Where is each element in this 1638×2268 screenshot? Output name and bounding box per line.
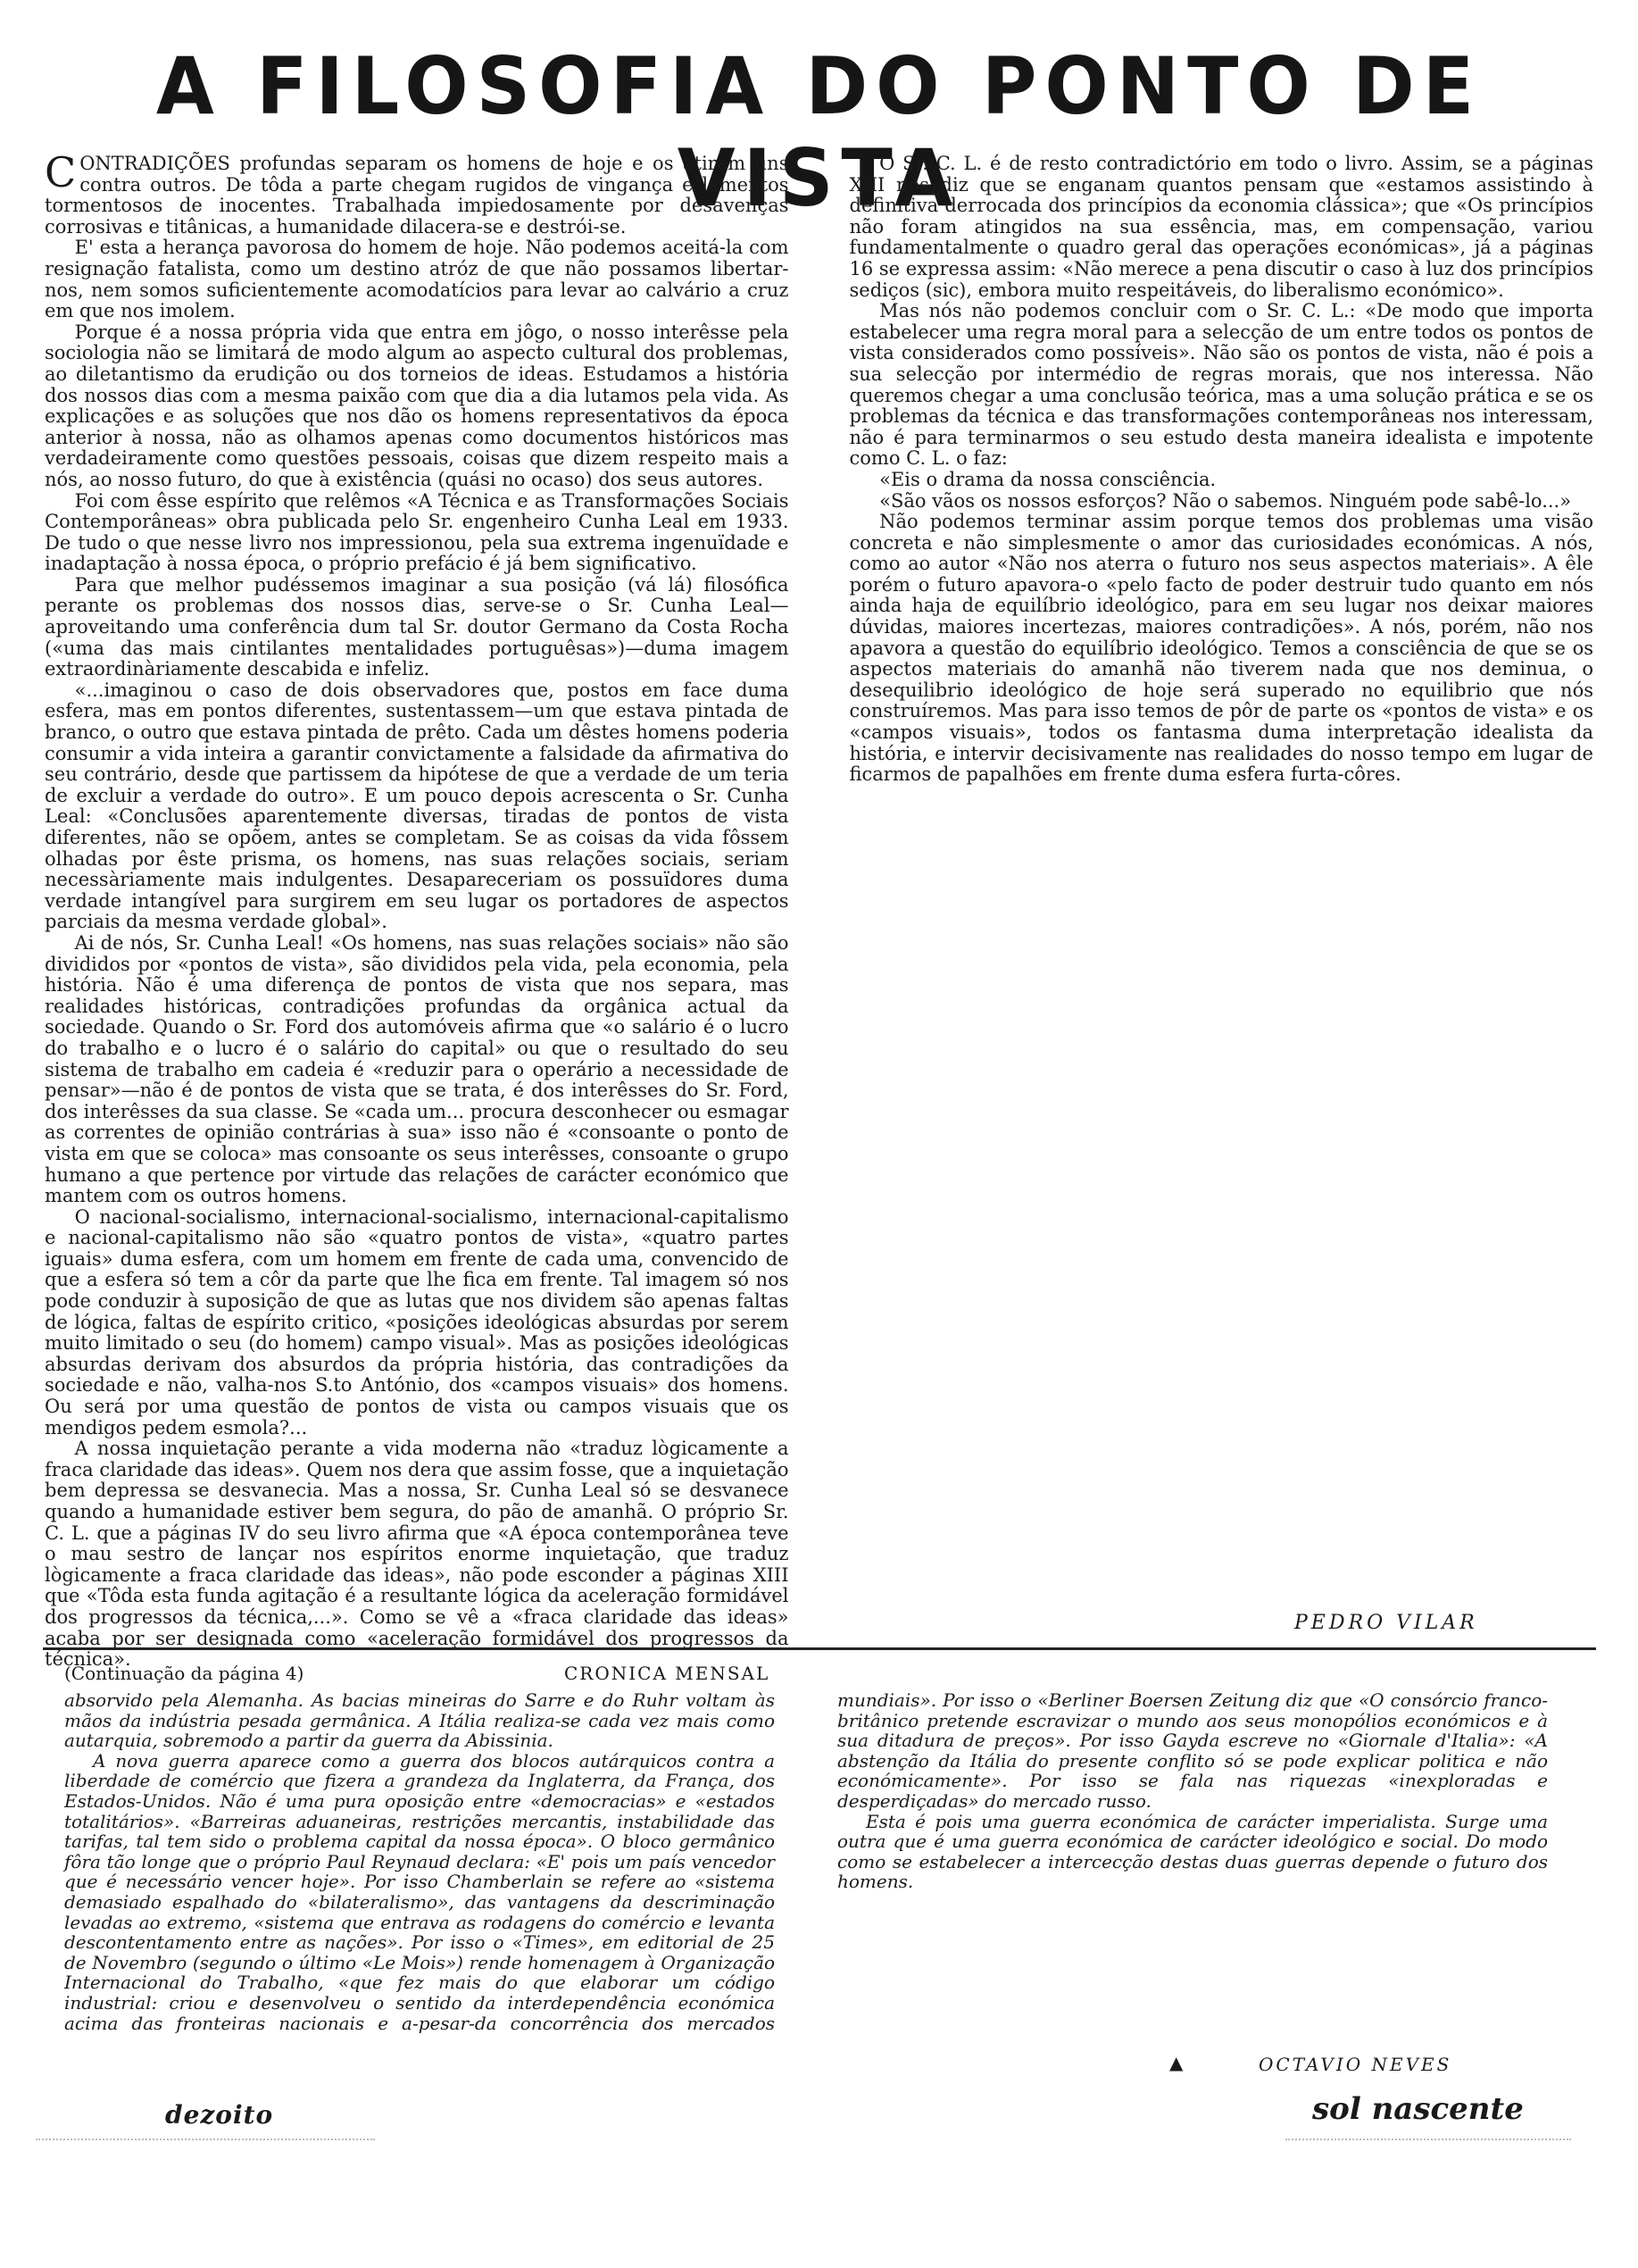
headline: A FILOSOFIA DO PONTO DE VISTA xyxy=(155,40,1483,224)
continuation-page-ref: (Continuação da página 4) xyxy=(64,1663,304,1684)
article-paragraph: Para que melhor pudéssemos imaginar a sua posição (vá lá) filosófica perante os problemas dos nossos dias, serve-se o Sr. Cunha Leal—aproveitando uma conferência dum tal Sr. doutor Germano da Costa Rocha («uma das mais cintilantes mentalidades portuguêsas»)—duma imagem extraordinàriamente descabida e infeliz. xyxy=(45,573,789,680)
article-body xyxy=(45,148,1593,1672)
footer-rule-left xyxy=(36,2139,375,2140)
article-paragraph: «São vãos os nossos esforços? Não o sabemos. Ninguém pode sabê-lo...» xyxy=(879,489,1572,512)
cronica-paragraph: Esta é pois uma guerra económica de carácter imperialista. Surge uma outra que é uma guerra económica de carácter ideológico e social. Do modo como se estabelecer a intercecção destas duas guerras depende o futuro dos homens. xyxy=(837,1810,1548,1893)
publication-name: sol nascente xyxy=(1312,2091,1524,2127)
article-paragraph: Não podemos terminar assim porque temos dos problemas uma visão concreta e não simplesmente o amor das curiosidades económicas. A nós, como ao autor «Não nos aterra o futuro nos seus aspectos materiais». A êle porém o futuro apavora-o «pelo facto de poder destruir tudo quanto em nós ainda haja de equilíbrio ideológico, para em seu lugar nos deixar maiores dúvidas, maiores incertezas, maiores contradições». A nós, porém, não nos apavora a questão do equilíbrio ideológico. Temos a consciência de que se os aspectos materiais do amanhã não tiverem nada que nos deminua, o desequilibrio ideológico de hoje será superado no equilibrio que nós construíremos. Mas para isso temos de pôr de parte os «pontos de vista» e os «campos visuais», todos os fantasma duma interpretação idealista da história, e intervir decisivamente nas realidades do nosso tempo em lugar de ficarmos de papalhões em frente duma esfera furta-côres. xyxy=(849,511,1593,786)
cronica-paragraph: absorvido pela Alemanha. As bacias mineiras do Sarre e do Ruhr voltam às mãos da indústria pesada germânica. A Itália realiza-se cada vez mais como autarquia, sobremodo a partir da guerra da Abissinia. xyxy=(64,1689,775,1752)
section-title: CRONICA MENSAL xyxy=(564,1663,770,1684)
section-divider xyxy=(43,1647,1596,1650)
article-paragraph: Porque é a nossa própria vida que entra em jôgo, o nosso interêsse pela sociologia não se limitará de modo algum ao aspecto cultural dos problemas, ao diletantismo da erudição ou dos torneios de ideas. Estudamos a história dos nossos dias com a mesma paixão com que dia a dia lutamos pela vida. As explicações e as soluções que nos dão os homens representativos da época anterior à nossa, não as olhamos apenas como documentos históricos mas verdadeiramente como questões pessoais, coisas que dizem respeito mais a nós, ao nosso futuro, do que à existência (quási no ocaso) dos seus autores. xyxy=(45,321,789,490)
article-paragraph: O nacional-socialismo, internacional-socialismo, internacional-capitalismo e nacional-capitalismo não são «quatro pontos de vista», «quatro partes iguais» duma esfera, com um homem em frente de cada uma, convencido de que a esfera só tem a côr da parte que lhe fica em frente. Tal imagem só nos pode conduzir à suposição de que as lutas que nos dividem são apenas faltas de lógica, faltas de espírito critico, «posições ideológicas absurdas por serem muito limitado o seu (do homem) campo visual». Mas as posições ideológicas absurdas derivam dos absurdos da própria história, das contradições da sociedade e não, valha-nos S.to António, dos «campos visuais» dos homens. Ou será por uma questão de pontos de vista ou campos visuais que os mendigos pedem esmola?... xyxy=(45,1205,789,1438)
article-paragraph: A nossa inquietação perante a vida moderna não «traduz lògicamente a fraca claridade das ideas». Quem nos dera que assim fosse, que a inquietação bem depressa se desvanecia. Mas a nossa, Sr. Cunha Leal só se desvanece quando a humanidade estiver bem segura, do pão de amanhã. O próprio Sr. C. L. que a páginas IV do seu livro afirma que «A época contemporânea teve o mau sestro de lançar nos espíritos enorme inquietação, que traduz lògicamente a fraca claridade das ideas», não pode esconder a páginas XIII que «Tôda esta funda agitação é a resultante lógica da aceleração formidável dos progressos da técnica,...». Como se vê a «fraca claridade das ideas» acaba por ser designada como «aceleração formidável dos progressos da técnica». xyxy=(45,1438,789,1671)
article-paragraph: CONTRADIÇÕES profundas separam os homens de hoje e os atiram uns contra outros. De tôda a parte chegam rugidos de vingança e lamentos tormentosos de inocentes. Trabalhada impiedosamente por desavenças corrosivas e titânicas, a humanidade dilacera-se e destrói-se. xyxy=(45,148,789,238)
article-author: PEDRO VILAR xyxy=(1294,1612,1478,1634)
page-number-word: dezoito xyxy=(165,2100,274,2130)
article-paragraph: Ai de nós, Sr. Cunha Leal! «Os homens, nas suas relações sociais» não são divididos por «pontos de vista», são divididos pela vida, pela economia, pela história. Não é uma diferença de pontos de vista que nos separa, mas realidades históricas, contradições profundas da orgânica actual da sociedade. Quando o Sr. Ford dos automóveis afirma que «o salário é o lucro do trabalho e o lucro é o salário do capital» ou que o resultado do seu sistema de trabalho em cadeia é «reduzir para o operário a necessidade de pensar»—não é de pontos de vista que se trata, é dos interêsses do Sr. Ford, dos interêsses da sua classe. Se «cada um... procura desconhecer ou esmagar as correntes de opinião contrárias à sua» isso não é «consoante o ponto de vista em que se coloca» mas consoante os seus interêsses, consoante o grupo humano a que pertence por virtude das relações de carácter económico que mantem com os outros homens. xyxy=(45,931,789,1207)
article-paragraph: «Eis o drama da nossa consciência. xyxy=(879,468,1217,490)
cronica-author: OCTAVIO NEVES xyxy=(1259,2054,1452,2075)
drop-cap: C xyxy=(45,148,77,196)
article-paragraph: E' esta a herança pavorosa do homem de hoje. Não podemos aceitá-la com resignação fatalista, como um destino atróz de que não possamos libertar-nos, nem somos suficientemente acomodatícios para levar ao calvário a cruz em que nos imolem. xyxy=(45,237,789,322)
footer-rule-right xyxy=(1285,2139,1571,2140)
article-paragraph: «...imaginou o caso de dois observadores que, postos em face duma esfera, mas em pontos diferentes, sustentassem—um que estava pintada de branco, o outro que estava pintada de prêto. Cada um dêstes homens poderia consumir a vida inteira a garantir convictamente a falsidade da afirmativa do seu contrário, desde que partissem da hipótese de que a verdade de um teria de excluir a verdade do outro». E um pouco depois acrescenta o Sr. Cunha Leal: «Conclusões aparentemente diversas, tiradas de pontos de vista diferentes, não se opõem, antes se completam. Se as coisas da vida fôssem olhadas por êste prisma, os homens, nas suas relações sociais, seriam necessàriamente mais indulgentes. Desapareceriam os possuïdores duma verdade intangível para surgirem em seu lugar os portadores de aspectos parciais da mesma verdade global». xyxy=(45,679,789,933)
cronica-paragraph: A nova guerra aparece como a guerra dos blocos autárquicos contra a liberdade de comércio que fizera a grandeza da Inglaterra, da França, dos Estados-Unidos. Não é uma pura oposição entre «democracias» e «estados totalitários». «Barreiras aduaneiras, restrições mercantis, instabilidade das tarifas, tal tem sido o problema capital da nossa época». O bloco germânico fôra tão longe que o próprio Paul Reynaud declara: «E' pois um país vencedor que é necessário vencer hoje». Por isso Chamberlain se refere ao «sistema demasiado espalhado do «bilateralismo», das vantagens da descriminação levadas ao extremo, «sistema que entrava as rodagens do comércio e levanta descontentamento entre as nações». Por isso o «Times», em editorial de 25 de Novembro (segundo o último «Le Mois») rende homenagem à Organização Internacional do Trabalho, «que fez mais do que elaborar um código industrial: criou e desenvolveu o sentido da interdependência económica acima das fronteiras nacionais e a-pesar-da concorrência dos mercados mundiais». Por isso o «Berliner Boersen Zeitung diz que «O consórcio franco-britânico pretende escravizar o mundo aos seus monopólios económicos e à sua ditadura de preços». Por isso Gayda escreve no «Giornale d'Italia»: «A abstenção da Itália do presente conflito só se pode explicar politica e não económicamente». Por isso se fala nas riquezas «inexploradas e desperdiçadas» do mercado russo. xyxy=(64,1689,1548,2034)
ornament-icon: ▲ xyxy=(1169,2052,1184,2073)
article-paragraph: Mas nós não podemos concluir com o Sr. C. L.: «De modo que importa estabelecer uma regra moral para a selecção de um entre todos os pontos de vista considerados como possíveis». Não são os pontos de vista, não é pois a sua selecção por intermédio de regras morais, que nos interessa. Não queremos chegar a uma conclusão teórica, mas a uma solução prática e se os problemas da técnica e das transformações contemporâneas nos interessam, não é para terminarmos o seu estudo desta maneira idealista e impotente como C. L. o faz: xyxy=(849,300,1593,470)
article-paragraph: O Sr. C. L. é de resto contradictório em todo o livro. Assim, se a páginas XIII nos diz que se enganam quantos pensam que «estamos assistindo à definitiva derrocada dos princípios da economia clássica»; que «Os princípios não foram atingidos na sua essência, mas, em compensação, variou fundamentalmente o quadro geral das operações económicas», já a páginas 16 se expressa assim: «Não merece a pena discutir o caso à luz dos princípios sediços (sic), embora muito respeitáveis, do liberalismo económico». xyxy=(849,153,1593,301)
article-paragraph: Foi com êsse espírito que relêmos «A Técnica e as Transformações Sociais Contemporâneas» obra publicada pelo Sr. engenheiro Cunha Leal em 1933. De tudo o que nesse livro nos impressionou, pela sua extrema ingenuïdade e inadaptação à nossa época, o próprio prefácio é já bem significativo. xyxy=(45,489,789,575)
cronica-body xyxy=(64,1690,1548,2039)
